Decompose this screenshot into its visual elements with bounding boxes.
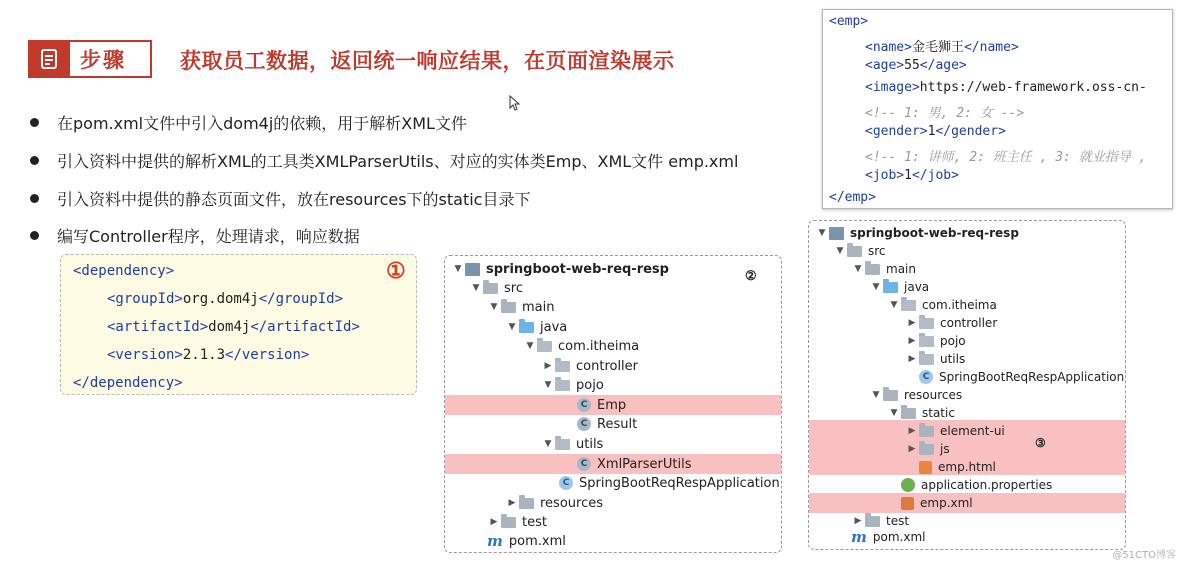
step-number-badge: ① [386,258,406,284]
tree-node-pom[interactable]: m pom.xml [487,532,566,550]
chevron-down-icon[interactable]: ▼ [890,300,898,310]
chevron-down-icon[interactable]: ▼ [454,264,462,274]
tree-node-result-class[interactable]: C Result [577,414,637,434]
tree-node-src[interactable]: ▼ src [833,241,886,261]
tree-node-package[interactable]: ▼ com.itheima [523,336,639,356]
html-file-icon [919,461,932,474]
chevron-down-icon[interactable]: ▼ [890,408,898,418]
folder-icon [519,498,534,509]
tree-node-package[interactable]: ▼ com.itheima [887,295,997,315]
chevron-down-icon[interactable]: ▼ [508,322,516,332]
chevron-right-icon[interactable]: ▶ [544,361,552,371]
tree-node-pojo[interactable]: ▼ pojo [541,375,604,395]
chevron-down-icon[interactable]: ▼ [490,302,498,312]
source-folder-icon [883,282,898,293]
class-icon: C [577,398,591,412]
tree-node-pom[interactable]: m pom.xml [851,528,926,546]
folder-icon [901,408,916,419]
folder-icon [501,517,516,528]
step-label: 步骤 [80,48,126,72]
tree-node-java[interactable]: ▼ java [505,317,567,337]
package-icon [919,336,934,347]
tree-node-js[interactable]: ▶ js [905,439,950,459]
mouse-cursor-icon [509,95,521,111]
properties-file-icon [901,478,915,492]
folder-icon [919,426,934,437]
bullet-dot-icon [30,156,39,165]
tree-node-emp-class[interactable]: C Emp [577,395,626,415]
tree-node-java[interactable]: ▼ java [869,277,929,297]
chevron-right-icon[interactable]: ▶ [908,426,916,436]
bullet-item: 在pom.xml文件中引入dom4j的依赖，用于解析XML文件 [30,111,467,134]
package-icon [555,439,570,450]
class-icon: C [577,457,591,471]
bullet-dot-icon [30,231,39,240]
tree-node-resources[interactable]: ▼ resources [869,385,962,405]
chevron-down-icon[interactable]: ▼ [854,264,862,274]
folder-icon [847,246,862,257]
tree-node-test[interactable]: ▶ test [851,511,909,531]
folder-icon [501,302,516,313]
package-icon [555,380,570,391]
folder-icon [865,516,880,527]
spring-class-icon: C [919,370,933,384]
bullet-item: 引入资料中提供的静态页面文件，放在resources下的static目录下 [30,187,530,210]
tree-node-emp-xml[interactable]: emp.xml [901,493,973,513]
tree-node-app-properties[interactable]: application.properties [901,475,1052,495]
tree-node-controller[interactable]: ▶ controller [905,313,997,333]
chevron-down-icon[interactable]: ▼ [544,439,552,449]
watermark: @51CTO博客 [1112,550,1176,561]
tree-node-pojo[interactable]: ▶ pojo [905,331,966,351]
tree-node-xmlparser-class[interactable]: C XmlParserUtils [577,454,691,474]
tree-node-project[interactable]: ▼ springboot-web-req-resp [815,223,1019,243]
tree-node-emp-html[interactable]: emp.html [919,457,996,477]
tree-node-main[interactable]: ▼ main [487,297,554,317]
tree-node-project[interactable]: ▼ springboot-web-req-resp [451,259,669,279]
package-icon [919,354,934,365]
source-folder-icon [519,322,534,333]
folder-icon [483,283,498,294]
package-icon [901,300,916,311]
chevron-down-icon[interactable]: ▼ [526,341,534,351]
folder-icon [919,444,934,455]
chevron-right-icon[interactable]: ▶ [854,516,862,526]
tree-node-utils[interactable]: ▼ utils [541,434,603,454]
class-icon: C [577,417,591,431]
tree-node-element-ui[interactable]: ▶ element-ui [905,421,1005,441]
package-icon [555,361,570,372]
chevron-down-icon[interactable]: ▼ [872,390,880,400]
tree-node-static[interactable]: ▼ static [887,403,955,423]
chevron-right-icon[interactable]: ▶ [908,318,916,328]
package-icon [537,341,552,352]
bullet-item: 引入资料中提供的解析XML的工具类XMLParserUtils、对应的实体类Emp、XML文件 emp.xml [30,149,738,172]
maven-icon: m [487,532,503,550]
project-tree-2 [444,255,782,553]
bullet-dot-icon [30,194,39,203]
xml-file-icon [901,497,914,510]
chevron-down-icon[interactable]: ▼ [836,246,844,256]
project-tree-3 [808,220,1126,550]
folder-icon [883,390,898,401]
chevron-right-icon[interactable]: ▶ [508,498,516,508]
tree-node-application-class[interactable]: C SpringBootReqRespApplication [919,367,1124,387]
chevron-down-icon[interactable]: ▼ [544,380,552,390]
chevron-right-icon[interactable]: ▶ [490,517,498,527]
dependency-code-block: <dependency> <groupId>org.dom4j</groupId> <artifactId>dom4j</artifactId> <version>2.1.3</version> </dependency> ① [60,254,417,395]
chevron-down-icon[interactable]: ▼ [818,228,826,238]
step-number-badge: ③ [1035,436,1046,450]
chevron-right-icon[interactable]: ▶ [908,336,916,346]
tree-node-controller[interactable]: ▶ controller [541,356,638,376]
page-title: 获取员工数据，返回统一响应结果，在页面渲染展示 [180,49,675,73]
folder-icon [865,264,880,275]
step-number-badge: ② [745,268,757,284]
project-folder-icon [465,263,480,276]
chevron-right-icon[interactable]: ▶ [908,354,916,364]
document-icon [28,40,70,78]
package-icon [919,318,934,329]
chevron-right-icon[interactable]: ▶ [908,444,916,454]
tree-node-utils[interactable]: ▶ utils [905,349,965,369]
tree-node-test[interactable]: ▶ test [487,512,547,532]
tree-node-resources[interactable]: ▶ resources [505,493,603,513]
bullet-dot-icon [30,118,39,127]
spring-class-icon: C [559,476,573,490]
tree-node-src[interactable]: ▼ src [469,278,523,298]
chevron-down-icon[interactable]: ▼ [872,282,880,292]
maven-icon: m [851,528,867,546]
project-folder-icon [829,227,844,240]
bullet-item: 编写Controller程序，处理请求，响应数据 [30,224,360,247]
tree-node-main[interactable]: ▼ main [851,259,916,279]
emp-xml-code-block: <emp> <name>金毛狮王</name> <age>55</age> <image>https://web-framework.oss-cn- <!-- 1: 男, 2: 女 --> <gender>1</gender> <!-- 1: 讲师, 2: 班主任 , 3: 就业指导 , <job>1</job> </emp> [822,9,1173,209]
chevron-down-icon[interactable]: ▼ [472,283,480,293]
tree-node-application-class[interactable]: C SpringBootReqRespApplication [559,473,780,493]
